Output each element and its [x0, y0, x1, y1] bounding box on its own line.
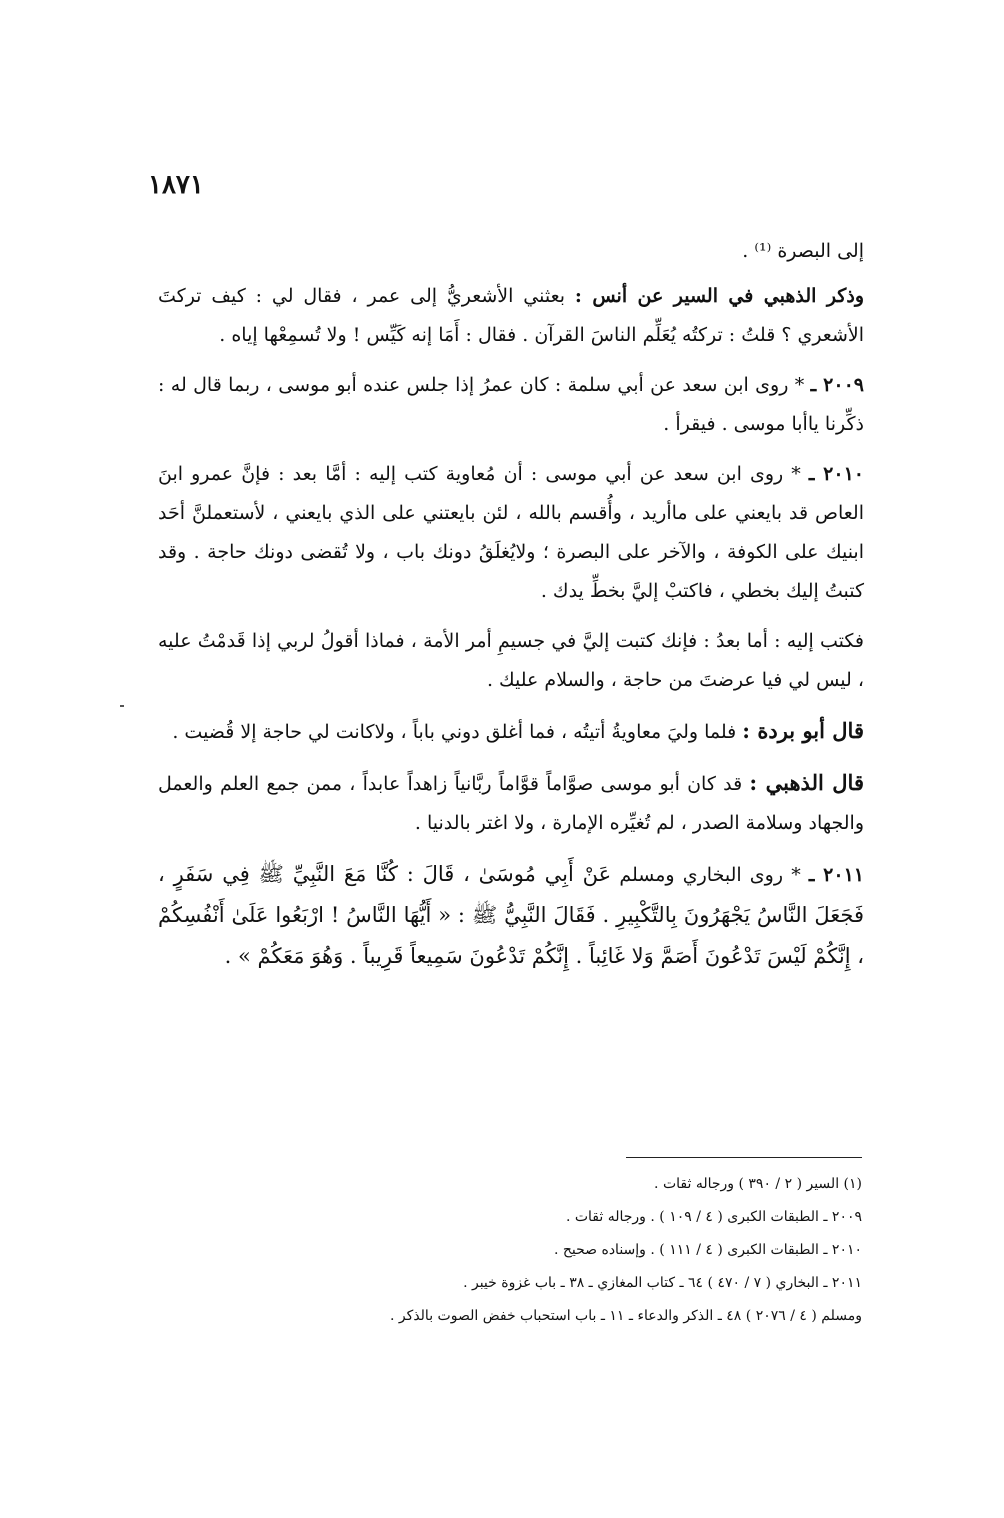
footnote-divider — [626, 1157, 862, 1158]
page-number: ١٨٧١ — [148, 170, 204, 200]
footnote: ٢٠١١ ـ البخاري ( ٧ / ٤٧٠ ) ٦٤ ـ كتاب المغازي ـ ٣٨ ـ باب غزوة خيبر . — [463, 1275, 862, 1291]
footnotes — [150, 1168, 862, 1333]
footnote: ٢٠٠٩ ـ الطبقات الكبرى ( ٤ / ١٠٩ ) . ورجاله ثقات . — [565, 1209, 862, 1225]
hadith-text: * روى ابن سعد عن أبي موسى : أن مُعاوية كتب إليه : أمَّا بعد : فإنَّ عمرو ابنَ العاص قد بايعني على ماأريد ، وأُقسم بالله ، لئن بايعتني على الذي بايعني ، لأستعملنَّ أحَد ابنيك على الكوفة ، والآخر على البصرة ؛ ولايُغلَقُ دونك باب ، ولا تُقضى دونك حاجة . وقد كتبتُ إليك بخطي ، فاكتبْ إليَّ بخطِّ يدك . — [158, 463, 864, 602]
hadith-text: عَنْ أَبِي مُوسَىٰ ، قَالَ : كُنَّا مَعَ النَّبِيِّ ﷺ فِي سَفَرٍ ، فَجَعَلَ النَّاسُ يَجْهَرُونَ بِالتَّكْبِيرِ . فَقَالَ النَّبِيُّ ﷺ : « أَيُّهَا النَّاسُ ! ارْبَعُوا عَلَىٰ أَنْفُسِكُمْ ، إِنَّكُمْ لَيْسَ تَدْعُونَ أَصَمَّ وَلا غَائِباً . إِنَّكُمْ تَدْعُونَ سَمِيعاً قَرِيباً . وَهُوَ مَعَكُمْ » . — [158, 862, 864, 968]
hadith-number: ٢٠١١ ـ — [808, 864, 864, 886]
hadith-2011 — [158, 854, 864, 977]
paragraph-reply-letter: فكتب إليه : أما بعدُ : فإنك كتبت إليَّ في جسيمِ أمر الأمة ، فماذا أقولُ لربي إذا قَدمْتُ عليه ، ليس لي فيا عرضتَ من حاجة ، والسلام عليك . — [158, 630, 864, 691]
paragraph-text: قد كان أبو موسى صوَّاماً قوَّاماً ربَّانياً زاهداً عابداً ، ممن جمع العلم والعمل والجهاد وسلامة الصدر ، لم تُغيِّره الإمارة ، ولا اغتر بالدنيا . — [158, 773, 864, 834]
footnote: (١) السير ( ٢ / ٣٩٠ ) ورجاله ثقات . — [654, 1176, 862, 1192]
hadith-2010 — [158, 455, 864, 611]
hadith-text: * روى ابن سعد عن أبي سلمة : كان عمرُ إذا جلس عنده أبو موسى ، ربما قال له : ذكِّرنا ياأبا موسى . فيقرأ . — [158, 374, 864, 435]
paragraph-text: فلما وليَ معاويةُ أتيتُه ، فما أغلق دوني باباً ، ولاكانت لي حاجة إلا قُضيت . — [172, 721, 743, 743]
paragraph-dhahabi-comment — [158, 763, 864, 843]
hadith-intro: * روى البخاري ومسلم — [611, 864, 809, 886]
paragraph-lead: قال أبو بردة : — [742, 718, 864, 743]
margin-mark — [120, 705, 124, 707]
footnote: ٢٠١٠ ـ الطبقات الكبرى ( ٤ / ١١١ ) . وإسناده صحيح . — [553, 1242, 862, 1258]
paragraph-continuation: إلى البصرة ⁽¹⁾ . — [742, 240, 864, 262]
hadith-2009 — [158, 366, 864, 444]
hadith-number: ٢٠١٠ ـ — [808, 463, 864, 485]
main-text — [158, 232, 864, 988]
paragraph-dhahabi-siyar — [158, 277, 864, 355]
paragraph-text: بعثني الأشعريُّ إلى عمر ، فقال لي : كيف تركتَ الأشعري ؟ قلتُ : تركتُه يُعَلِّم الناسَ القرآن . فقال : أَمَا إنه كَيِّس ! ولا تُسمِعْها إياه . — [158, 285, 864, 346]
hadith-number: ٢٠٠٩ ـ — [810, 374, 864, 396]
footnote: ومسلم ( ٤ / ٢٠٧٦ ) ٤٨ ـ الذكر والدعاء ـ ١١ ـ باب استحباب خفض الصوت بالذكر . — [390, 1308, 862, 1324]
paragraph-lead: قال الذهبي : — [749, 770, 864, 795]
paragraph-abu-burda — [158, 711, 864, 752]
paragraph-lead: وذكر الذهبي في السير عن أنس : — [574, 285, 864, 307]
